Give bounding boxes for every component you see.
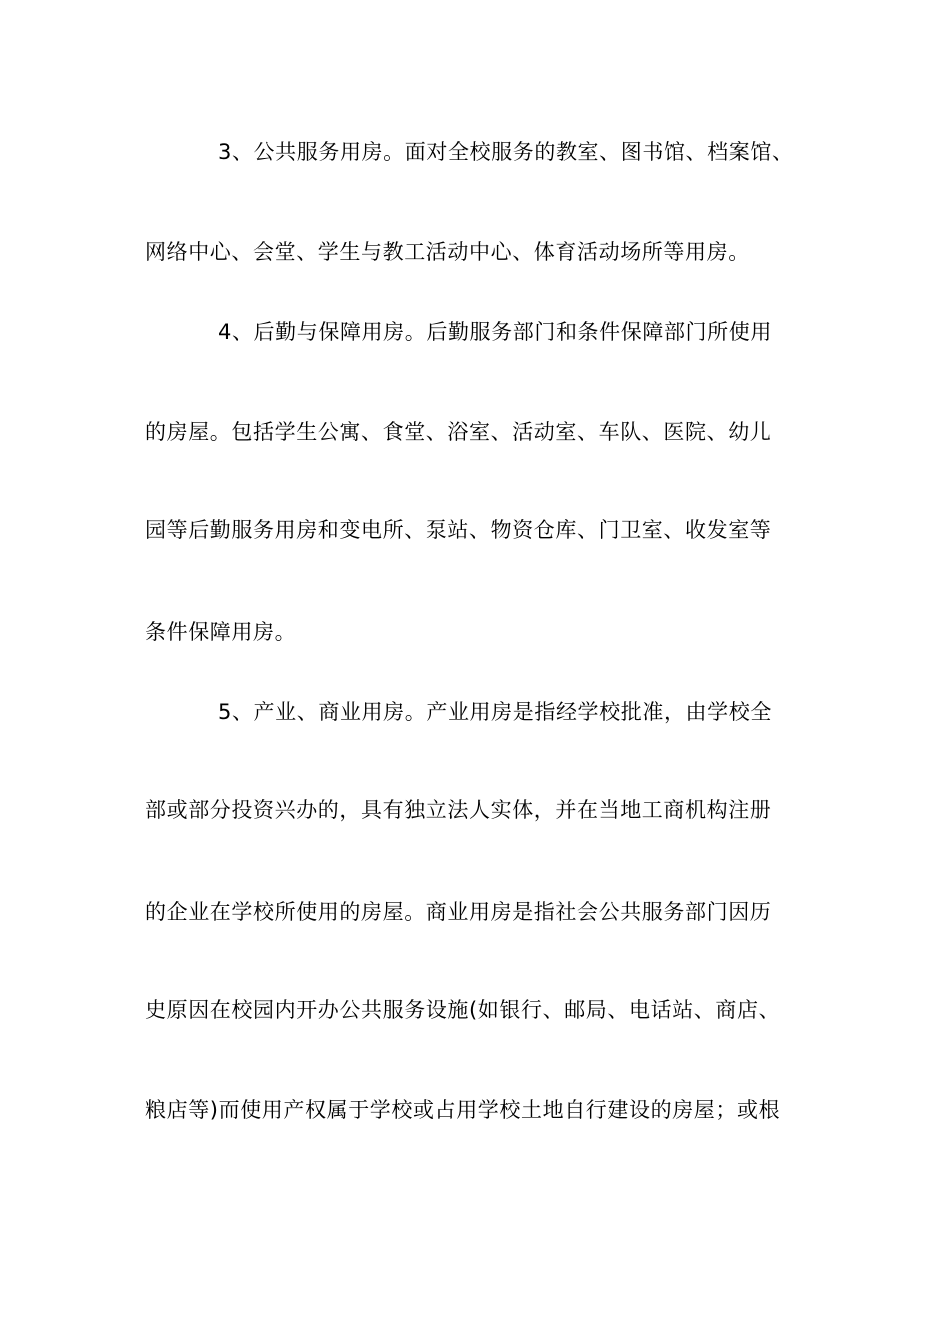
paragraph-4-line-1: 4、后勤与保障用房。后勤服务部门和条件保障部门所使用 — [218, 320, 772, 344]
paragraph-4-line-4: 条件保障用房。 — [145, 620, 297, 644]
paragraph-5-line-3: 的企业在学校所使用的房屋。商业用房是指社会公共服务部门因历 — [145, 900, 772, 924]
paragraph-3-line-2: 网络中心、会堂、学生与教工活动中心、体育活动场所等用房。 — [145, 240, 750, 264]
paragraph-5-line-2: 部或部分投资兴办的，具有独立法人实体，并在当地工商机构注册 — [145, 798, 772, 822]
paragraph-3-line-1: 3、公共服务用房。面对全校服务的教室、图书馆、档案馆、 — [218, 140, 794, 164]
paragraph-5-line-5: 粮店等)而使用产权属于学校或占用学校土地自行建设的房屋；或根 — [145, 1098, 781, 1122]
paragraph-5-line-4: 史原因在校园内开办公共服务设施(如银行、邮局、电话站、商店、 — [145, 998, 781, 1022]
paragraph-5-line-1: 5、产业、商业用房。产业用房是指经学校批准，由学校全 — [218, 700, 772, 724]
paragraph-4-line-2: 的房屋。包括学生公寓、食堂、浴室、活动室、车队、医院、幼儿 — [145, 420, 772, 444]
paragraph-4-line-3: 园等后勤服务用房和变电所、泵站、物资仓库、门卫室、收发室等 — [145, 518, 772, 542]
